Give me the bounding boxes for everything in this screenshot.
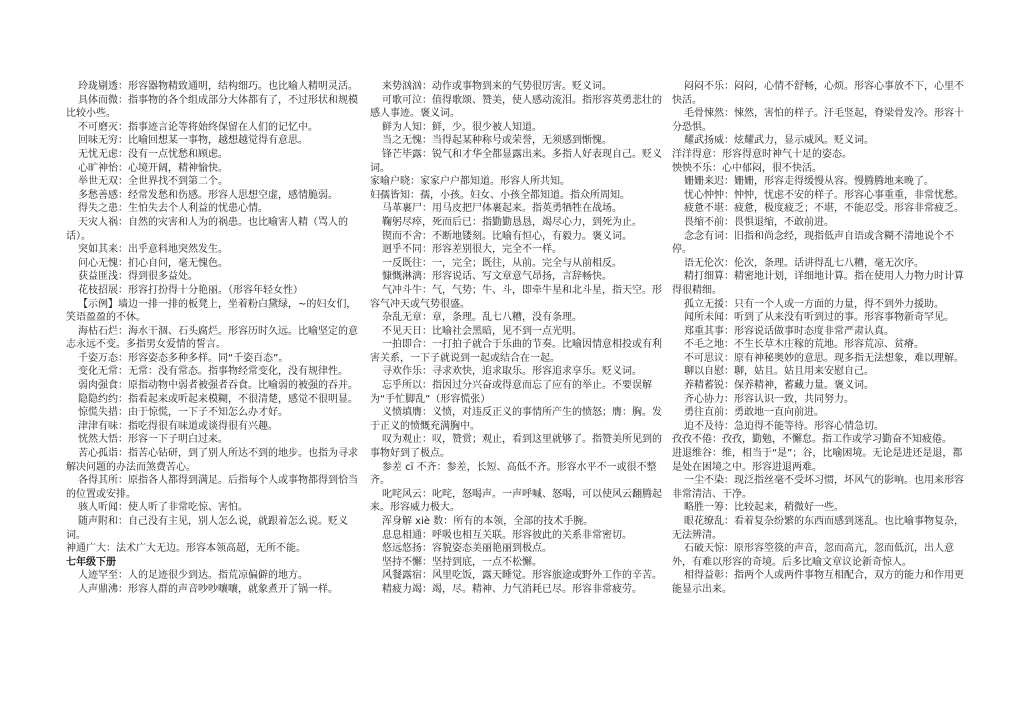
idiom-entry: 花枝招展：形容打扮得十分艳丽。（形容年轻女性） [78,284,303,296]
idiom-entry: 聊以自慰：聊，姑且。姑且用来安慰自己。 [684,366,874,378]
idiom-entry: 齐心协力：形容认识一致，共同努力。 [684,393,854,405]
idiom-entry: 举世无双：全世界找不到第二个。 [78,176,228,188]
idiom-entry: 风餐露宿：风里吃饭，露天睡觉。形容旅途或野外工作的辛苦。 [382,570,662,582]
idiom-entry: 一尘不染：现泛指丝毫不受坏习惯，坏风气的影响。也用来形容非常清洁、干净。 [672,475,964,500]
idiom-entry: 津津有味：指吃得很有味道或谈得很有兴趣。 [78,420,278,432]
idiom-entry: 人声鼎沸：形容人群的声音吵吵嚷嚷，就象煮开了锅一样。 [78,583,338,595]
idiom-entry: 孤立无援：只有一个人或一方面的力量，得不到外力援助。 [684,298,944,310]
section-heading: 七年级下册 [66,556,116,568]
idiom-entry: 各得其所：原指各人都得到满足。后指每个人或事物都得到恰当的位置或安排。 [66,475,358,500]
idiom-entry: 天灾人祸：自然的灾害和人为的祸患。也比喻害人精（骂人的话）。 [66,216,348,242]
idiom-entry: 具体而微：指事物的各个组成部分大体都有了，不过形状和规模比较小些。 [66,94,358,120]
idiom-entry: 闷闷不乐：闷闷，心情不舒畅，心烦。形容心事放不下，心里不快活。 [672,81,964,106]
idiom-entry: 心旷神怡：心境开阔，精神愉快。 [78,162,228,174]
idiom-entry: 问心无愧：扪心自问，毫无愧色。 [78,257,228,269]
column-2 [370,80,662,597]
idiom-entry: 【示例】墙边一排一排的板凳上，坐着粉白黛绿，~的妇女们，笑语盈盈的不休。 [66,298,357,324]
idiom-entry: 畏缩不前：畏惧退缩，不敢前进。 [684,216,834,228]
idiom-entry: 当之无愧：当得起某种称号或荣誉，无须感到惭愧。 [382,135,612,147]
idiom-entry: 叹为观止：叹，赞赏；观止，看到这里就够了。指赞美所见到的事物好到了极点。 [370,434,662,460]
idiom-entry: 突如其来：出乎意料地突然发生。 [78,244,228,256]
idiom-entry: 变化无常：无常：没有常态。指事物经常变化，没有规律性。 [78,366,348,378]
idiom-entry: 参差 cī 不齐：参差，长短、高低不齐。形容水平不一或很不整齐。 [370,461,657,487]
idiom-entry: 回味无穷：比喻回想某一事物，越想越觉得有意思。 [78,135,308,147]
idiom-entry: 叱咤风云：叱咤，怒喝声。一声呼喊、怒喝，可以使风云翻腾起来。形容威力极大。 [370,488,662,514]
idiom-entry: 鲜为人知：鲜，少。很少被人知道。 [382,121,542,133]
idiom-entry: 寻欢作乐：寻求欢快，追求取乐。形容追求享乐。贬义词。 [382,366,642,378]
idiom-entry: 念念有词：旧指和尚念经，现指低声自语或含糊不清地说个不停。 [672,230,954,256]
idiom-entry: 疲惫不堪：疲惫，极度疲乏；不堪，不能忍受。形容非常疲乏。 [684,203,964,215]
idiom-entry: 骇人听闻：使人听了非常吃惊、害怕。 [78,502,248,514]
idiom-entry: 得失之患：生怕失去个人利益的忧患心情。 [78,203,268,215]
idiom-entry: 惊慌失措：由于惊慌，一下子不知怎么办才好。 [78,407,288,419]
idiom-entry: 海枯石烂：海水干涸、石头腐烂。形容历时久远。比喻坚定的意志永远不变。多指男女爱情的誓言。 [66,325,358,351]
idiom-entry: 忘乎所以：指因过分兴奋或得意而忘了应有的举止。不要误解为“手忙脚乱”（形容慌张） [370,380,652,405]
idiom-entry: 姗姗来迟：姗姗，形容走得缓慢从容。慢腾腾地来晚了。 [684,176,934,188]
idiom-entry: 不见天日：比喻社会黑暗，见不到一点光明。 [382,325,582,337]
idiom-entry: 息息相通：呼吸也相互关联。形容彼此的关系非常密切。 [382,529,632,541]
idiom-entry: 洋洋得意：形容得意时神气十足的姿态。 [672,148,852,160]
idiom-entry: 一反既往：一，完全；既往，从前。完全与从前相反。 [382,257,622,269]
idiom-entry: 义愤填膺：义愤，对违反正义的事情所产生的愤怒；膺：胸。发于正义的愤慨充满胸中。 [370,407,662,432]
idiom-entry: 苦心孤诣：指苦心钻研，到了别人所达不到的地步。也指为寻求解决问题的办法而煞费苦心。 [66,448,358,473]
idiom-entry: 家喻户晓：家家户户都知道。形容人所共知。 [370,176,570,188]
idiom-entry: 慷慨淋漓：形容说话、写文章意气昂扬，言辞畅快。 [382,271,612,283]
idiom-entry: 忧心忡忡：忡忡，忧虑不安的样子。形容心事重重，非常忧愁。 [684,189,964,201]
idiom-entry: 随声附和：自己没有主见，别人怎么说，就跟着怎么说。贬义词。 [66,516,348,541]
idiom-entry: 鞠躬尽瘁，死而后已：指勤勤恳恳，竭尽心力，到死为止。 [382,216,642,228]
idiom-entry: 锲而不舍：不断地镂刻。比喻有恒心，有毅力。褒义词。 [382,230,632,242]
column-3 [672,80,964,597]
idiom-entry: 毛骨悚然：悚然，害怕的样子。汗毛竖起，脊梁骨发冷。形容十分恐惧。 [672,108,964,133]
idiom-entry: 马革裹尸：用马皮把尸体裹起来。指英勇牺牲在战场。 [382,203,622,215]
idiom-entry: 不毛之地：不生长草木庄稼的荒地。形容荒凉、贫瘠。 [684,339,924,351]
idiom-entry: 闻所未闻：听到了从来没有听到过的事。形容事物新奇罕见。 [684,312,954,324]
idiom-entry: 无忧无虑：没有一点忧愁和顾虑。 [78,148,228,160]
idiom-entry: 精疲力竭：竭，尽。精神、力气消耗已尽。形容非常疲劳。 [382,583,642,595]
idiom-entry: 孜孜不倦：孜孜，勤勉，不懈怠。指工作或学习勤奋不知疲倦。 [672,434,952,446]
idiom-entry: 不可磨灭：指事迹言论等将始终保留在人们的记忆中。 [78,121,318,133]
idiom-entry: 妇孺皆知：孺，小孩。妇女、小孩全都知道。指众所周知。 [370,189,630,201]
idiom-entry: 耀武扬威：炫耀武力，显示威风。贬义词。 [684,135,874,147]
idiom-entry: 石破天惊：原形容箜篌的声音，忽而高亢，忽而低沉，出人意外，有难以形容的奇境。后多比喻文章议论新奇惊人。 [672,543,954,568]
idiom-entry: 相得益彰：指两个人或两件事物互相配合，双方的能力和作用更能显示出来。 [672,570,964,595]
idiom-entry: 可歌可泣：值得歌颂、赞美，使人感动流泪。指形容英勇悲壮的感人事迹。褒义词。 [370,94,662,120]
idiom-entry: 怏怏不乐：心中郁闷，很不快活。 [672,162,822,174]
idiom-entry: 玲珑剔透：形容器物精致通明，结构细巧。也比喻人精明灵活。 [78,81,358,92]
idiom-entry: 精打细算：精密地计划，详细地计算。指在使用人力物力时计算得很精细。 [672,271,964,296]
idiom-entry: 略胜一筹：比较起来，稍微好一些。 [684,502,844,514]
idiom-entry: 隐隐约约：指看起来或听起来模糊，不很清楚，感觉不很明显。 [78,393,358,405]
idiom-entry: 迫不及待：急迫得不能等待。形容心情急切。 [684,420,884,432]
idiom-entry: 弱肉强食：原指动物中弱者被强者吞食。比喻弱的被强的吞并。 [78,380,358,392]
idiom-entry: 迥乎不同：形容差别很大，完全不一样。 [382,244,562,256]
idiom-entry: 恍然大悟：形容一下子明白过来。 [78,434,228,446]
idiom-entry: 进退维谷：维，相当于“是”；谷，比喻困境。无论是进还是退，都是处在困境之中。形容进退两难。 [672,448,963,473]
idiom-entry: 获益匪浅：得到很多益处。 [78,271,198,283]
idiom-entry: 神通广大：法术广大无边。形容本领高超，无所不能。 [66,543,306,555]
idiom-entry: 人迹罕至：人的足迹很少到达。指荒凉偏僻的地方。 [78,570,308,582]
idiom-entry: 来势汹汹：动作或事物到来的气势很厉害。贬义词。 [382,81,612,92]
idiom-entry: 不可思议：原有神秘奥妙的意思。现多指无法想象，难以理解。 [684,352,964,364]
idiom-entry: 杂乱无章：章，条理。乱七八糟，没有条理。 [382,312,582,324]
idiom-entry: 浑身解 xiè 数：所有的本领，全部的技术手腕。 [382,516,594,527]
idiom-entry: 勇往直前：勇敢地一直向前进。 [684,407,824,419]
idiom-entry: 多愁善感：经常发愁和伤感。形容人思想空虚，感情脆弱。 [78,189,338,201]
idiom-entry: 坚持不懈：坚持到底，一点不松懈。 [382,556,542,568]
idiom-entry: 郑重其事：形容说话做事时态度非常严肃认真。 [684,325,894,337]
idiom-entry: 悠远悠扬：容貌姿态美丽艳丽到极点。 [382,543,552,555]
idiom-entry: 一拍即合：一打拍子就合于乐曲的节奏。比喻因情意相投或有利害关系，一下子就说到一起或结合在一起。 [370,339,662,364]
idiom-entry: 养精蓄锐：保养精神，蓄藏力量。褒义词。 [684,380,874,392]
column-1 [66,80,358,597]
idiom-entry: 气冲斗牛：气，气势；牛、斗，即牵牛星和北斗星，指天空。形容气冲天或气势很盛。 [370,284,662,310]
idiom-entry: 眼花缭乱：看着复杂纷繁的东西而感到迷乱。也比喻事物复杂，无法辨清。 [672,516,964,541]
idiom-entry: 锋芒毕露：锐气和才华全都显露出来。多指人好表现自己。贬义词。 [370,148,662,174]
idiom-entry: 语无伦次：伦次，条理。话讲得乱七八糟，毫无次序。 [684,257,924,269]
idiom-entry: 千姿万态：形容姿态多种多样。同“千姿百态”。 [78,352,289,364]
